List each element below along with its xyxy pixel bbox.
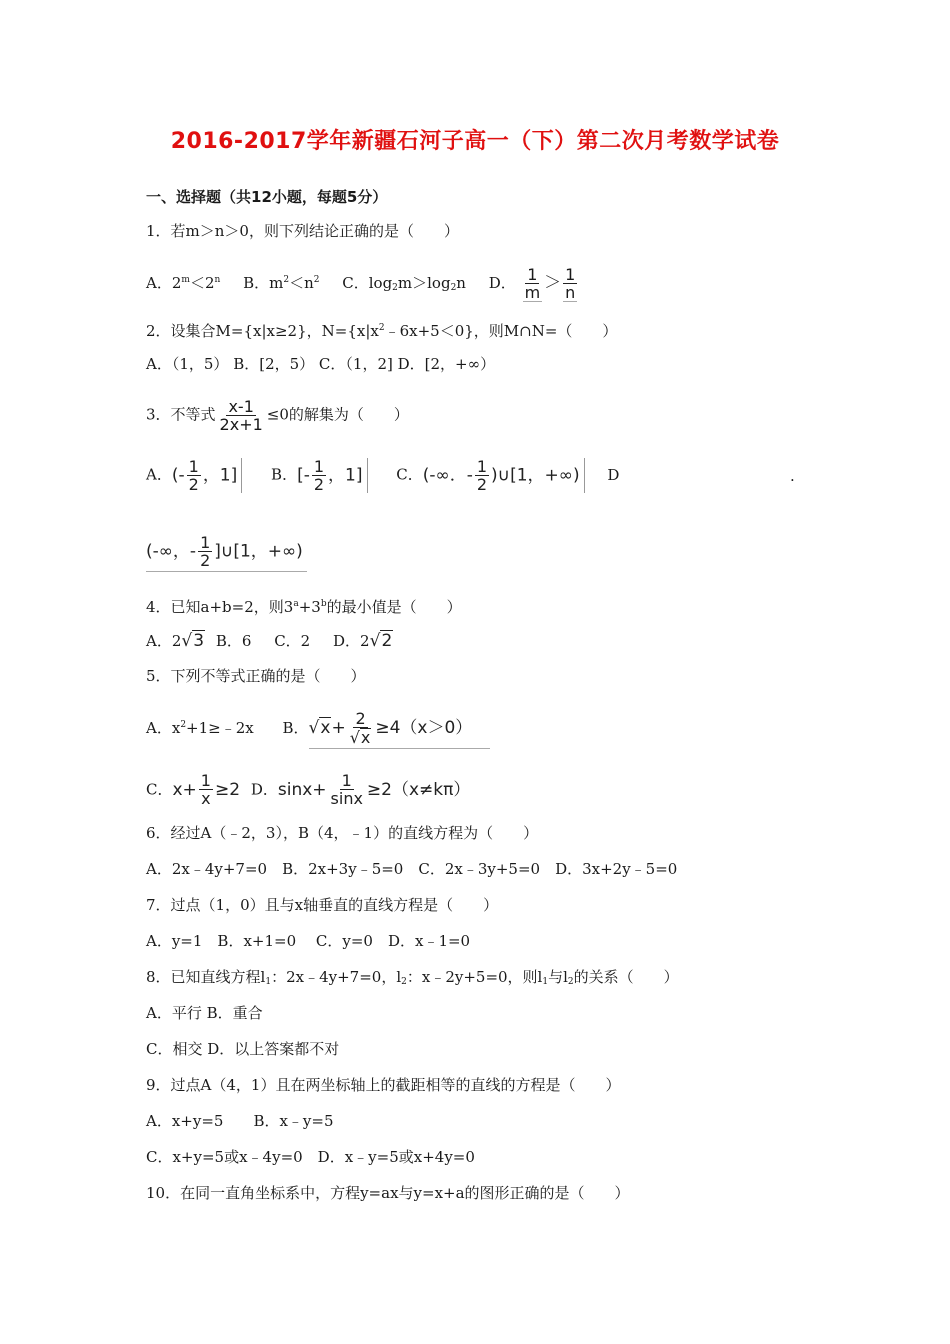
question-6-options: A．2x﹣4y+7=0 B．2x+3y﹣5=0 C．2x﹣3y+5=0 D．3x+2y﹣5=0 (146, 860, 678, 878)
q1-option-d: D． $\frac{1}{m}$ ＞ $\frac{1}{n}$ (488, 265, 576, 302)
fraction: $\frac{1}{n}$ (565, 265, 576, 302)
question-7-stem: 7．过点（1，0）且与x轴垂直的直线方程是（ ） (146, 896, 499, 914)
question-2-options: A．（1，5） B．[2，5） C．（1，2] D．[2，+∞） (146, 355, 496, 373)
question-9-options-ab: A．x+y=5 B．x﹣y=5 (146, 1112, 334, 1130)
question-5-options-cd (146, 772, 488, 807)
q3-option-d: (-∞，- $\frac{1}{2}$ ]∪[1，+∞) (146, 534, 307, 572)
question-1-options (146, 266, 597, 302)
q5-option-d: D．sinx+ $\frac{1}{\sin x}$ ≥2（x≠kπ） (250, 771, 471, 808)
question-9-stem: 9．过点A（4，1）且在两坐标轴上的截距相等的直线的方程是（ ） (146, 1076, 621, 1094)
q1-option-b: B．$m^2<n^2$ (243, 274, 320, 292)
fraction: $\frac{x-1}{2x+1}$ (219, 397, 263, 434)
q4-option-d: D．2√ 2 (333, 631, 393, 651)
page-title: 2016-2017学年新疆石河子高一（下）第二次月考数学试卷 (170, 129, 780, 154)
question-3-stem: 3．不等式 $\frac{x-1}{2x+1}$ ≤0的解集为（ ） (146, 397, 409, 434)
q5-option-c: C．x+ $\frac{1}{x}$ ≥2 (146, 771, 241, 808)
q4-option-a: A．2√ 3 (146, 631, 205, 651)
q3-option-c: C．(-∞．- $\frac{1}{2}$ )∪[1，+∞) (396, 458, 584, 493)
q5-option-a: A．$x^2+1\ge﹣2x$ (146, 719, 254, 737)
question-3-options (146, 458, 806, 493)
section-heading: 一、选择题（共12小题，每题5分） (146, 188, 388, 206)
q3-option-a: A．(- $\frac{1}{2}$ ，1] (146, 458, 242, 493)
question-10-stem: 10．在同一直角坐标系中，方程y=ax与y=x+a的图形正确的是（ ） (146, 1184, 630, 1202)
question-4-stem: 4．已知a+b=2，则$3^a+3^b$的最小值是（ ） (146, 598, 462, 616)
q3-option-d-label: D (607, 465, 620, 484)
question-8-options-ab: A．平行 B．重合 (146, 1004, 263, 1022)
q4-option-b: B．6 (215, 632, 252, 650)
question-8-options-cd: C．相交 D．以上答案都不对 (146, 1040, 340, 1058)
question-2-stem: 2．设集合M={x|x≥2}，$N=\{x|x^2﹣6x+5<0\}$，则M∩N=（ ） (146, 322, 618, 340)
question-4-options (146, 630, 411, 651)
q1-option-a: A．$2^m<2^n$ (146, 274, 221, 292)
q3-option-b: B．[- $\frac{1}{2}$ ，1] (271, 458, 367, 493)
question-5-options-ab (146, 710, 508, 749)
fraction: $\frac{1}{m}$ (524, 265, 541, 302)
q5-option-b: B．√ x + 2 √ x ≥4（x＞0） (283, 710, 491, 749)
q4-option-c: C．2 (274, 632, 311, 650)
question-8-stem: 8．已知直线方程$l_1$：2x﹣4y+7=0，$l_2$：x﹣2y+5=0，则$l_1$与$l_2$的关系（ ） (146, 968, 679, 987)
question-7-options: A．y=1 B．x+1=0 C．y=0 D．x﹣1=0 (146, 932, 471, 950)
question-9-options-cd: C．x+y=5或x﹣4y=0 D．x﹣y=5或x+4y=0 (146, 1148, 475, 1166)
q1-option-c: C．$\log_2m>\log_2n$ (342, 274, 466, 293)
question-5-stem: 5．下列不等式正确的是（ ） (146, 667, 366, 685)
q3-dot: . (790, 467, 795, 485)
question-1-stem: 1．若m＞n＞0，则下列结论正确的是（ ） (146, 222, 459, 240)
question-6-stem: 6．经过A（﹣2，3），B（4，﹣1）的直线方程为（ ） (146, 824, 539, 842)
